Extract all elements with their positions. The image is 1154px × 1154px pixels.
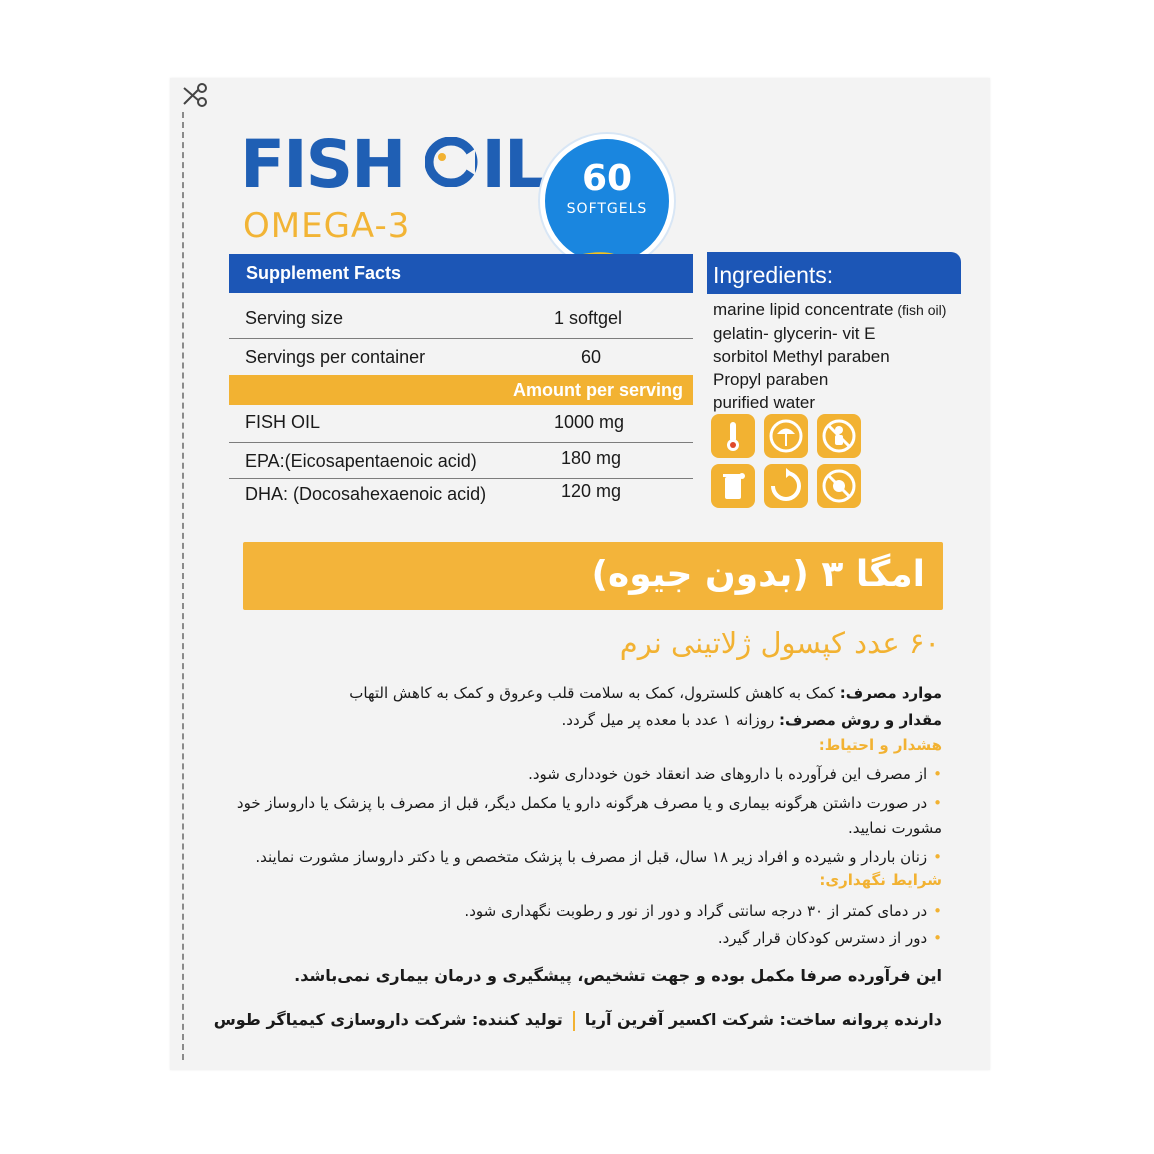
- warning-item: • در صورت داشتن هرگونه بیماری و یا مصرف هرگونه دارو یا مکمل دیگر، قبل از مصرف با پزشک یا داروساز خود: [237, 794, 942, 812]
- recycle-icon: [764, 464, 808, 508]
- ingredient-item: purified water: [713, 393, 816, 412]
- dose-line: [562, 711, 943, 729]
- ingredient-item: marine lipid concentrate: [713, 300, 894, 319]
- ingredients-list: [713, 298, 946, 414]
- producer: تولید کننده: شرکت داروسازی کیمیاگر طوس: [213, 1010, 563, 1029]
- nutrient-value: 180 mg: [561, 448, 622, 468]
- brand-title: FISH IL: [240, 126, 545, 203]
- cut-line: [182, 112, 184, 1060]
- ingredient-item: Propyl paraben: [713, 370, 829, 389]
- nutrient-label: FISH OIL: [245, 412, 321, 432]
- amount-per-serving-heading: Amount per serving: [229, 375, 693, 405]
- nutrient-label: EPA:(Eicosapentaenoic acid): [245, 451, 477, 471]
- divider: [229, 478, 693, 479]
- persian-subtitle: ۶۰ عدد کپسول ژلاتینی نرم: [619, 626, 940, 660]
- storage-icons: [711, 414, 863, 508]
- ingredient-item: sorbitol Methyl paraben: [713, 347, 890, 366]
- dose-label: مقدار و روش مصرف:: [779, 711, 942, 729]
- nutrient-value: 1000 mg: [554, 412, 625, 432]
- dose-text: روزانه ۱ عدد با معده پر میل گردد.: [561, 711, 779, 729]
- separator-bar: [573, 1011, 575, 1031]
- fish-logo-icon: [425, 137, 481, 187]
- keep-from-children-icon: [817, 414, 861, 458]
- uses-label: موارد مصرف:: [839, 684, 942, 702]
- divider: [229, 442, 693, 443]
- ingredients-heading: Ingredients:: [707, 252, 961, 294]
- warning-item: • از مصرف این فرآورده با داروهای ضد انعقاد خون خودداری شود.: [528, 765, 942, 783]
- facts-label: Servings per container: [245, 347, 426, 367]
- nutrient-label: DHA: (Docosahexaenoic acid): [245, 484, 487, 504]
- temperature-icon: [711, 414, 755, 458]
- storage-item: • در دمای کمتر از ۳۰ درجه سانتی گراد و دور از نور و رطوبت نگهداری شود.: [464, 902, 942, 920]
- storage-heading: شرایط نگهداری:: [819, 871, 942, 889]
- uses-line: [349, 684, 942, 702]
- scissors-icon: [180, 80, 212, 116]
- disclaimer: این فرآورده صرفا مکمل بوده و جهت تشخیص، پیشگیری و درمان بیماری نمی‌باشد.: [294, 966, 942, 985]
- no-sunlight-icon: [817, 464, 861, 508]
- warning-heading: هشدار و احتیاط:: [818, 736, 942, 754]
- badge-label: SOFTGELS: [566, 201, 648, 217]
- keep-dry-icon: [764, 414, 808, 458]
- supplement-facts-heading: Supplement Facts: [229, 254, 693, 293]
- ingredient-item: gelatin- glycerin- vit E: [713, 324, 876, 343]
- nutrient-value: 120 mg: [561, 481, 622, 501]
- badge-number: 60: [581, 158, 633, 199]
- persian-product-band: امگا ۳ (بدون جیوه): [243, 542, 943, 610]
- uses-text: کمک به کاهش کلسترول، کمک به سلامت قلب وعروق و کمک به کاهش التهاب: [349, 684, 840, 702]
- divider: [229, 338, 693, 339]
- ingredient-note: (fish oil): [893, 302, 947, 318]
- facts-label: Serving size: [245, 308, 344, 328]
- recycle-bin-icon: [711, 464, 755, 508]
- storage-item: • دور از دسترس کودکان قرار گیرد.: [718, 929, 942, 947]
- license-holder: دارنده پروانه ساخت: شرکت اکسیر آفرین آریا: [584, 1010, 942, 1029]
- facts-value: 1 softgel: [554, 308, 623, 328]
- manufacturer-line: [214, 1010, 942, 1031]
- warning-item-continued: مشورت نمایید.: [847, 819, 942, 837]
- warning-item: • زنان باردار و شیرده و افراد زیر ۱۸ سال، قبل از مصرف با پزشک متخصص و یا دکتر داروساز مشورت نمایند.: [255, 848, 942, 866]
- omega-subtitle: OMEGA-3: [243, 206, 411, 246]
- facts-value: 60: [581, 347, 602, 367]
